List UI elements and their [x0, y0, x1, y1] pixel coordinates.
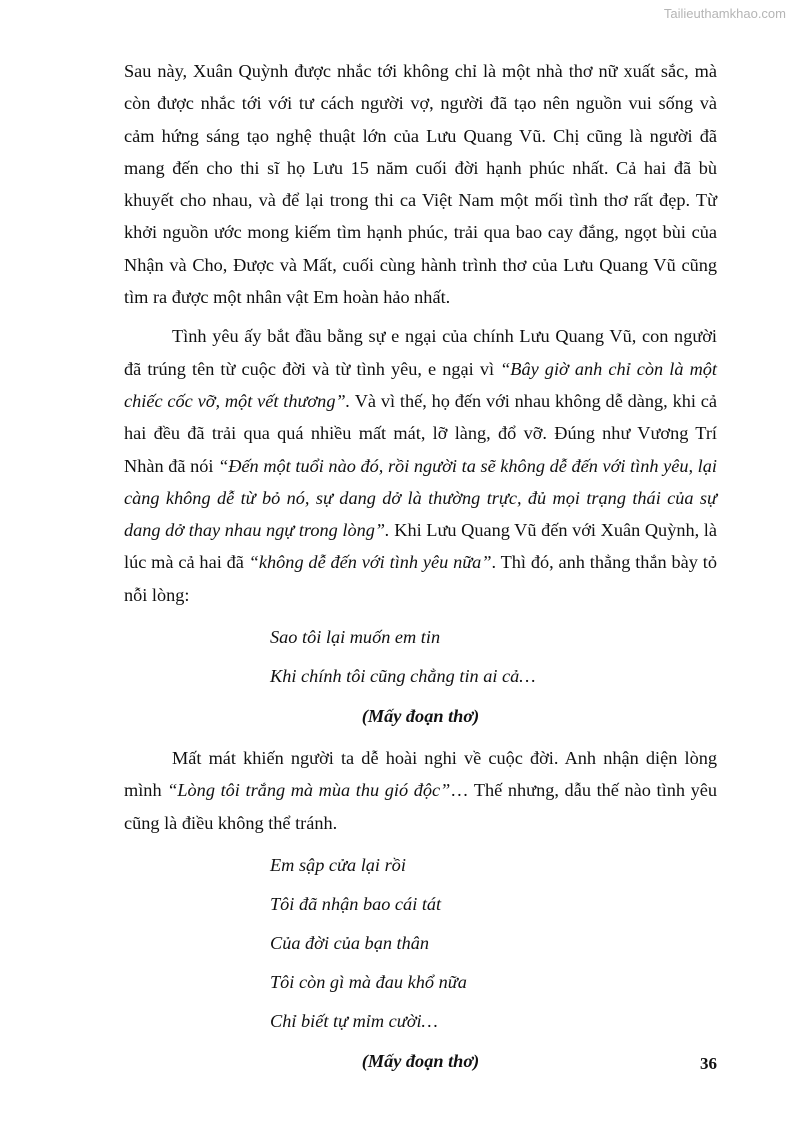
poem-line: Tôi còn gì mà đau khổ nữa — [270, 971, 467, 992]
poem-excerpt-1 — [270, 618, 717, 696]
paragraph-2-text-1: Tình yêu ấy bắt đầu bằng sự e ngại của chính Lưu Quang Vũ, con người đã trúng tên từ cuộc đời và từ tình yêu, e ngại vì — [124, 326, 717, 379]
poem-line: Chỉ biết tự mỉm cười… — [270, 1010, 438, 1031]
quote-broken-cup: “Bây giờ anh chỉ còn là một chiếc cốc vỡ, một vết thương”. — [124, 358, 717, 411]
poem-line: Sao tôi lại muốn em tin — [270, 627, 441, 648]
page-body — [124, 55, 717, 1087]
paragraph-2 — [124, 320, 717, 611]
poem-source: (Mấy đoạn thơ) — [361, 706, 480, 727]
quote-vuong-tri-nhan: “Đến một tuổi nào đó, rồi người ta sẽ không dễ đến với tình yêu, lại càng không dễ từ bỏ nó, sự dang dở là thường trực, đủ mọi trạng thái của sự dang dở thay nhau ngự trong lòng”. — [124, 455, 717, 541]
poem-source: (Mấy đoạn thơ) — [361, 1050, 480, 1071]
paragraph-3 — [124, 742, 717, 839]
paragraph-1: Sau này, Xuân Quỳnh được nhắc tới không chỉ là một nhà thơ nữ xuất sắc, mà còn được nhắc tới với tư cách người vợ, người đã tạo nên nguồn vui sống và cảm hứng sáng tạo nghệ thuật lớn của Lưu Quang Vũ. Chị cũng là người đã mang đến cho thi sĩ họ Lưu 15 năm cuối đời hạnh phúc nhất. Cả hai đã bù khuyết cho nhau, và để lại trong thi ca Việt Nam một mối tình thơ rất đẹp. Từ khởi nguồn ước mong kiếm tìm hạnh phúc, trải qua bao cay đắng, ngọt bùi của Nhận và Cho, Được và Mất, cuối cùng hành trình thơ của Lưu Quang Vũ cũng tìm ra được một nhân vật Em hoàn hảo nhất. — [124, 61, 717, 308]
poem-line: Em sập cửa lại rồi — [270, 854, 406, 875]
paragraph-2-text-4: . Thì đó, anh thẳng thắn bày tỏ nỗi lòng: — [124, 552, 718, 605]
paragraph-2-text-2: Và vì thế, họ đến với nhau không dễ dàng, khi cả hai đều đã trải qua quá nhiều mất mát, lỡ làng, đổ vỡ. Đúng như Vương Trí Nhàn đã nói — [124, 390, 717, 476]
page-number: 36 — [700, 1054, 717, 1073]
paragraph-3-text-2: … Thế nhưng, dẫu thế nào tình yêu cũng là điều không thể tránh. — [124, 780, 717, 833]
poem-line: Tôi đã nhận bao cái tát — [270, 893, 442, 914]
paragraph-2-text-3: Khi Lưu Quang Vũ đến với Xuân Quỳnh, là lúc mà cả hai đã — [124, 520, 717, 573]
poem-line: Khi chính tôi cũng chẳng tin ai cả… — [270, 666, 536, 687]
quote-white-heart: “Lòng tôi trắng mà mùa thu gió độc” — [167, 780, 451, 801]
watermark: Tailieuthamkhao.com — [663, 6, 786, 21]
poem-excerpt-2 — [270, 846, 717, 1041]
poem-line: Của đời của bạn thân — [270, 932, 430, 953]
paragraph-3-text-1: Mất mát khiến người ta dễ hoài nghi về cuộc đời. Anh nhận diện lòng mình — [124, 748, 717, 801]
quote-not-easy-love: “không dễ đến với tình yêu nữa” — [248, 552, 492, 573]
